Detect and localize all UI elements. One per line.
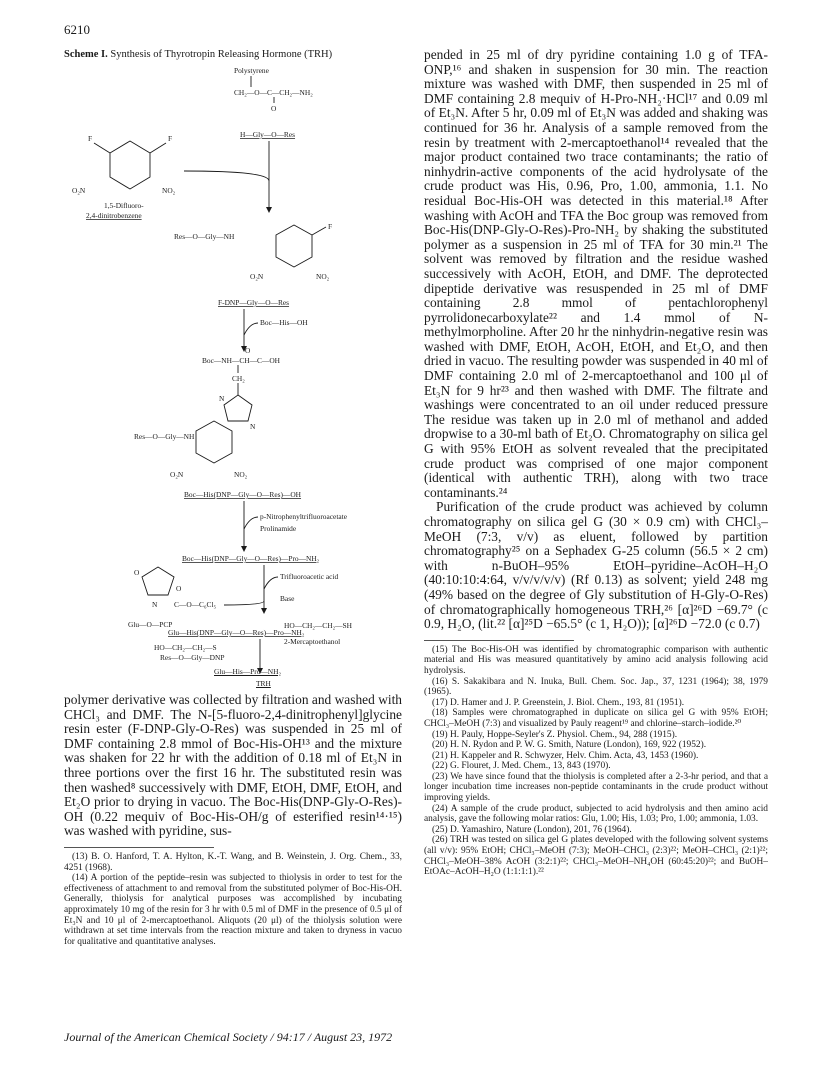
journal-footer: Journal of the American Chemical Society / 94:17 / August 23, 1972	[64, 1030, 393, 1044]
footnote-25: (25) D. Yamashiro, Nature (London), 201, 76 (1964).	[432, 824, 632, 835]
scheme-bottom	[64, 621, 402, 688]
footnote-13: (13) B. O. Hanford, T. A. Hylton, K.-T. Wang, and B. Weinstein, J. Org. Chem., 33, 4251 (1968).	[64, 851, 402, 873]
footnote-15: (15) The Boc-His-OH was identified by chromatographic comparison with authentic material and His was measured quantitatively by amino acid analysis following acid hydrolysis.	[424, 644, 768, 676]
merge-arrow-4	[224, 601, 264, 605]
page-number: 6210	[64, 22, 90, 37]
benzene-ring-1	[110, 141, 150, 189]
label-reagent-prolinamide: Prolinamide	[260, 524, 297, 533]
footnote-rule-right	[424, 640, 574, 641]
label-base: Base	[280, 594, 295, 603]
footnote-19: (19) H. Pauly, Hoppe-Seyler's Z. Physiol. Chem., 94, 288 (1915).	[432, 729, 678, 740]
footnote-26: (26) TRH was tested on silica gel G plates developed with the following solvent systems (all v/v): 95% EtOH; CHCl₃–MeOH (7:3); MeOH–CHCl₃ (2:3)²²; MeOH–CHCl₃ (2:1)²²; CHCl₃–MeOH–38% AcOH (3:2:1)²²; CHCl₃–MeOH–NH₄OH (60:45:20)²²; and BuOH–EtOAc–AcOH–H₂O (1:1:1:1).²²	[424, 835, 768, 878]
left-column	[64, 48, 402, 947]
label-f-dnp: F-DNP—Gly—O—Res	[218, 298, 290, 307]
right-footnotes	[424, 645, 768, 878]
label-mercapto-name: 2-Mercaptoethanol	[284, 637, 341, 646]
label-mercapto-formula: HO—CH₂—CH₂—SH	[284, 621, 352, 630]
right-body-p2: Purification of the crude product was achieved by column chromatography on silica gel G (30 × 0.9 cm) with CHCl₃–MeOH (7:3, v/v) as eluent, followed by partition chromatography²⁵ on a Sephadex G-25 column (56.5 × 2 cm) with n-BuOH–95% EtOH–pyridine–AcOH–H₂O (40:10:10:4:64, v/v/v/v/v) (Rf 0.13) as solvent; yield 248 mg (49% based on the degree of Gly substitution of H-Gly-O-Res) of chromatographically homogeneous TRH,²⁶ [α]²⁶D −69.7° (c 0.9, H₂O, (lit.²² [α]²⁵D −65.5° (c 1, H₂O)); [α]²⁶D −72.0 (c 0.7)	[424, 499, 768, 632]
label-glu-o-pcp: Glu—O—PCP	[128, 620, 173, 629]
label-o2n: O₂N	[72, 186, 86, 195]
bond-f-right	[150, 143, 166, 153]
reagent-branch-3	[244, 517, 258, 529]
label-n-bottom: N	[250, 422, 256, 431]
bond-f-sub	[312, 227, 326, 235]
footnote-14: (14) A portion of the peptide–resin was subjected to thiolysis in order to test for the effectiveness of attachment to and removal from the substituted polymer of Boc-His-OH. Generally, thiolysis for analytical purposes was accomplished by incubating approximately 10 mg of the resin for 3 hr with 0.5 ml of DMF in the presence of 0.5 μl of Et₃N and 10 μl of 2-mercaptoethanol. Aliquots (20 μl) of the thiolysis solution were withdrawn at set time intervals from the reaction mixture and taken to dryness in vacuo for qualitative and quantitative analyses.	[64, 873, 402, 947]
label-pyr-o2: O	[176, 584, 182, 593]
right-column	[424, 48, 768, 878]
label-tfa: Trifluoroacetic acid	[280, 572, 339, 581]
footnote-rule-left	[64, 847, 214, 848]
label-f-sub: F	[328, 222, 333, 231]
left-footnotes	[64, 852, 402, 947]
reagent-branch-2	[244, 323, 258, 335]
label-glu-his-pro: Glu—His(DNP—Gly—O—Res)—Pro—NH₂	[168, 628, 305, 637]
label-ch2: CH₂	[232, 374, 245, 383]
arrowhead-1	[266, 207, 272, 213]
label-resin-formula: CH₂—O—C—CH₂—NH₂	[234, 88, 313, 97]
merge-arrow-1	[184, 171, 269, 181]
label-pyr-ester: C—O—C₆Cl₅	[174, 600, 217, 609]
label-no2-c: NO₂	[234, 470, 248, 479]
scheme-caption	[64, 48, 402, 61]
label-f-left: F	[88, 134, 93, 143]
footnote-20: (20) H. N. Rydon and P. W. G. Smith, Nature (London), 169, 922 (1952).	[432, 740, 707, 751]
label-glu-his-pro-nh2: Glu—His—Pro—NH₂	[214, 667, 282, 676]
scheme-svg	[64, 61, 402, 679]
label-h-gly-o-res: H—Gly—O—Res	[240, 130, 296, 139]
label-boc-his-oh: Boc—His—OH	[260, 318, 308, 327]
right-body-p1: pended in 25 ml of dry pyridine containing 1.0 g of TFA-ONP,¹⁶ and shaken in suspension for 30 min. The reaction mixture was washed with DMF, then suspended in 25 ml of DMF containing 2.8 mequiv of H-Pro-NH₂·HCl¹⁷ and 0.09 ml of Et₃N. After 5 hr, 0.09 ml of Et₃N was added and shaking was continued for 36 hr. Analysis of a sample removed from the resin by treatment with 2-mercaptoethanol¹⁴ revealed that the major product contained two trace contaminants; the ratio of ninhydrin-active components of the acid hydrolysate of the crude product was His, 0.96, Pro, 1.00, ammonia, 1.1. No residual Boc-His-OH was detected in this material.¹⁸ After washing with AcOH and TFA the Boc group was removed from Boc-His(DNP-Gly-O-Res)-Pro-NH₂ by shaking the substituted polymer as a suspension in 25 ml of TFA for 30 min.²¹ The solvent was removed by filtration and the residue washed successively with AcOH, EtOH, and DMF. The deprotected dipeptide derivative was resuspended in 25 ml of DMF containing 2.8 mmol of pentachlorophenyl pyrrolidonecarboxylate²² and 1.4 mmol of N-methylmorpholine. After 20 hr the ninhydrin-negative resin was washed with DMF, EtOH, AcOH, EtOH, and Et₂O, and then dried in vacuo. The resulting powder was suspended in 40 ml of DMF containing 2.0 ml of 2-mercaptoethanol and 100 μl of Et₃N for 9 hr²³ and then washed with DMF. The filtrate and washings were concentrated to an oil under reduced pressure The residue was taken up in 2.0 ml of methanol and added dropwise to a 30-ml bath of Et₂O. Chromatography on silica gel G with 95% EtOH as solvent revealed that the precipitated crude product was comprised of one major component (identical with authentic TRH), along with two trace contaminants.²⁴	[424, 47, 768, 500]
benzene-ring-3	[196, 421, 232, 463]
footnote-24: (24) A sample of the crude product, subjected to acid hydrolysis and then amino acid analysis, gave the following molar ratios: Glu, 1.00; His, 1.03; Pro, 1.00; ammonia, 1.03.	[424, 803, 768, 825]
label-o2n-b: O₂N	[250, 272, 264, 281]
label-carbonyl-o: O	[271, 104, 277, 113]
label-pyr-o: O	[134, 568, 140, 577]
footnote-23: (23) We have since found that the thiolysis is completed after a 2-3-hr period, and that a longer incubation time increases non-peptide contaminants in the crude product without improving yields.	[424, 771, 768, 804]
label-f-right: F	[168, 134, 173, 143]
reagent-branch-4	[264, 577, 278, 589]
scheme-label: Scheme I.	[64, 49, 108, 60]
label-ho-ch2-s: HO—CH₂—CH₂—S	[154, 643, 217, 652]
imidazole-ring	[224, 395, 252, 421]
label-reagent1-line2: 2,4-dinitrobenzene	[86, 211, 142, 220]
footnote-21: (21) H. Kappeler and R. Schwyzer, Helv. Chim. Acta, 43, 1453 (1960).	[432, 750, 699, 761]
label-res-o-gly-dnp: Res—O—Gly—DNP	[160, 653, 225, 662]
label-boc-nh: Boc—NH—CH—C—OH	[202, 356, 281, 365]
label-n-top: N	[219, 394, 225, 403]
label-polystyrene: Polystyrene	[234, 66, 269, 75]
benzene-ring-2	[276, 225, 312, 267]
arrowhead-3	[241, 546, 247, 552]
arrowhead-4	[261, 608, 267, 614]
footnote-22: (22) G. Flouret, J. Med. Chem., 13, 843 (1970).	[432, 761, 611, 772]
label-pyr-n: N	[152, 600, 158, 609]
footnote-17: (17) D. Hamer and J. P. Greenstein, J. Biol. Chem., 193, 81 (1951).	[432, 697, 685, 708]
footnote-18: (18) Samples were chromatographed in duplicate on silica gel G with 95% EtOH; CHCl₃–MeOH (7:3) and visualized by Pauly reagent¹⁹ and chlorine–starch–iodide.²⁰	[424, 708, 768, 729]
scheme-title: Synthesis of Thyrotropin Releasing Hormone (TRH)	[110, 49, 333, 60]
bond-f-left	[94, 143, 110, 153]
left-body-text: polymer derivative was collected by filtration and washed with CHCl₃ and DMF. The N-[5-fluoro-2,4-dinitrophenyl]glycine resin ester (F-DNP-Gly-O-Res) was suspended in 25 ml of DMF containing 2.8 mmol of Boc-His-OH¹³ and the mixture was shaken for 22 hr with the addition of 0.18 ml of Et₃N in three portions over the first 16 hr. The substituted resin was then washed⁸ successively with DMF, EtOH, DMF, EtOH, and Et₂O prior to drying in vacuo. The Boc-His(DNP-Gly-O-Res)-OH (0.22 mequiv of Boc-His-OH/g of esterified resin¹⁴·¹⁵) was washed with pyridine, sus-	[64, 692, 402, 839]
label-no2: NO₂	[162, 186, 176, 195]
label-no2-b: NO₂	[316, 272, 330, 281]
label-res-o-gly-nh: Res—O—Gly—NH	[174, 232, 235, 241]
label-res-o-gly-nh2: Res—O—Gly—NH	[134, 432, 195, 441]
pyrrolidone-ring	[142, 567, 174, 595]
label-o2n-c: O₂N	[170, 470, 184, 479]
label-boc-his-pro: Boc—His(DNP—Gly—O—Res)—Pro—NH₂	[182, 554, 320, 563]
label-reagent-pnp: p-Nitrophenyltrifluoroacetate	[260, 512, 348, 521]
label-reagent1: 1,5-Difluoro-	[104, 201, 144, 210]
label-boc-his-dnp: Boc—His(DNP—Gly—O—Res)—OH	[184, 490, 302, 499]
label-carbonyl-o2: O	[245, 346, 251, 355]
footnote-16: (16) S. Sakakibara and N. Inuka, Bull. Chem. Soc. Jap., 37, 1231 (1964); 38, 1979 (1965).	[424, 676, 768, 698]
scheme-diagram	[64, 61, 402, 679]
label-trh: TRH	[256, 679, 271, 688]
